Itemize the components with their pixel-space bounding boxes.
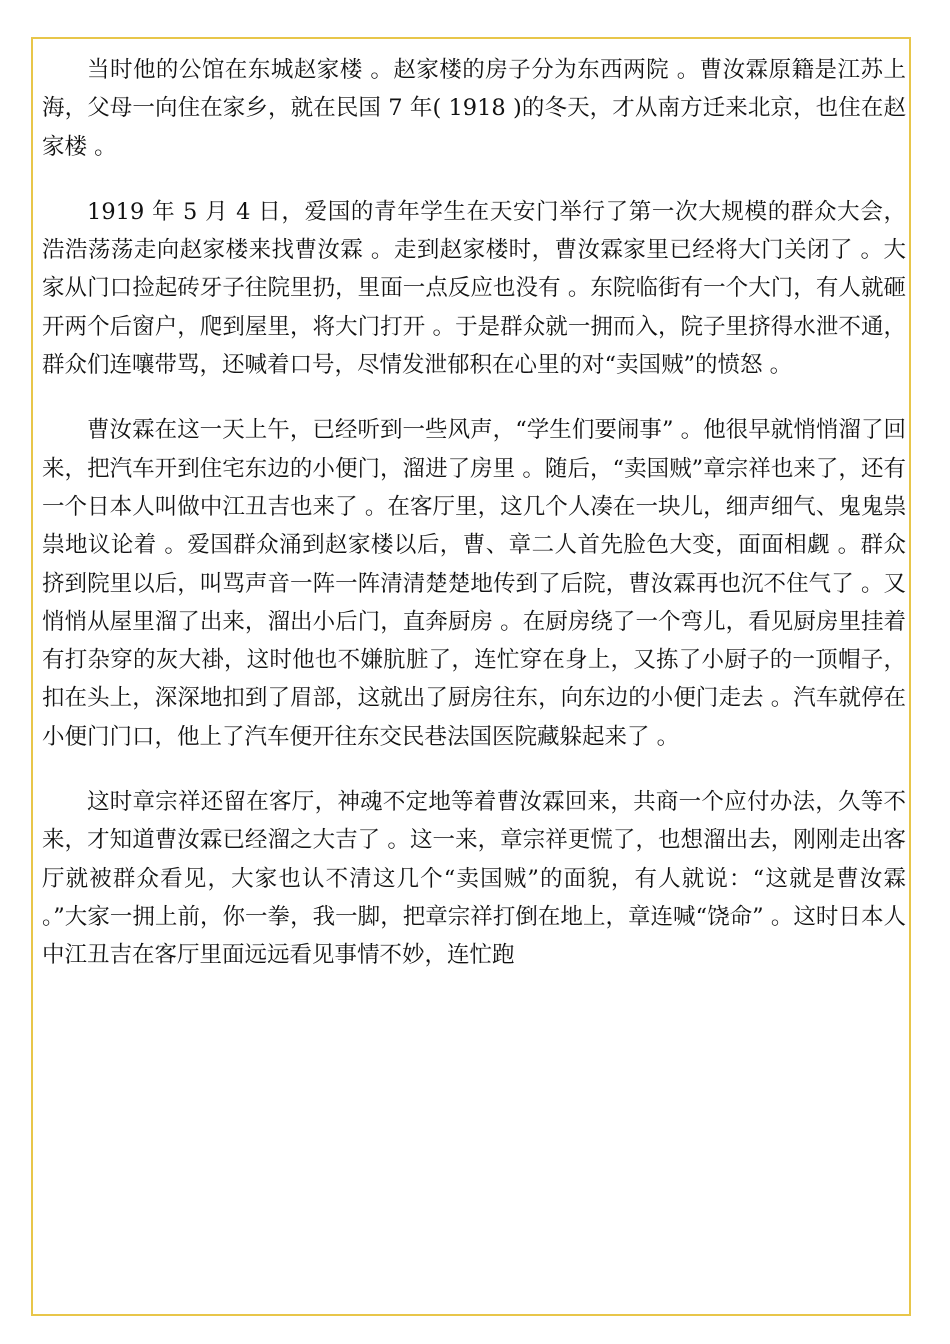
paragraph-1: 当时他的公馆在东城赵家楼 。赵家楼的房子分为东西两院 。曹汝霖原籍是江苏上海，父母一向住在家乡，就在民国 7 年( 1918 )的冬天，才从南方迁来北京，也住在赵家楼 。	[42, 57, 906, 160]
paragraph-4: 这时章宗祥还留在客厅，神魂不定地等着曹汝霖回来，共商一个应付办法，久等不来，才知道曹汝霖已经溜之大吉了 。这一来，章宗祥更慌了，也想溜出去，刚刚走出客厅就被群众看见，大家也认不清这几个“卖国贼”的面貌，有人就说：“这就是曹汝霖 。”大家一拥上前，你一拳，我一脚，把章宗祥打倒在地上，章连喊“饶命” 。这时日本人中江丑吉在客厅里面远远看见事情不妙，连忙跑	[42, 789, 906, 969]
paragraph-3: 曹汝霖在这一天上午，已经听到一些风声，“学生们要闹事” 。他很早就悄悄溜了回来，把汽车开到住宅东边的小便门，溜进了房里 。随后，“卖国贼”章宗祥也来了，还有一个日本人叫做中江丑吉也来了 。在客厅里，这几个人凑在一块儿，细声细气、鬼鬼祟祟地议论着 。爱国群众涌到赵家楼以后，曹、章二人首先脸色大变，面面相觑 。群众挤到院里以后，叫骂声音一阵一阵清清楚楚地传到了后院，曹汝霖再也沉不住气了 。又悄悄从屋里溜了出来，溜出小后门，直奔厨房 。在厨房绕了一个弯儿，看见厨房里挂着有打杂穿的灰大褂，这时他也不嫌肮脏了，连忙穿在身上，又拣了小厨子的一顶帽子，扣在头上，深深地扣到了眉部，这就出了厨房往东，向东边的小便门走去 。汽车就停在小便门门口，他上了汽车便开往东交民巷法国医院藏躲起来了 。	[42, 417, 906, 750]
page-border	[31, 37, 911, 1316]
paragraph-2: 1919 年 5 月 4 日，爱国的青年学生在天安门举行了第一次大规模的群众大会，浩浩荡荡走向赵家楼来找曹汝霖 。走到赵家楼时，曹汝霖家里已经将大门关闭了 。大家从门口捡起砖牙子往院里扔，里面一点反应也没有 。东院临街有一个大门，有人就砸开两个后窗户，爬到屋里，将大门打开 。于是群众就一拥而入，院子里挤得水泄不通，群众们连嚷带骂，还喊着口号，尽情发泄郁积在心里的对“卖国贼”的愤怒 。	[42, 198, 906, 379]
document-body	[42, 51, 906, 975]
